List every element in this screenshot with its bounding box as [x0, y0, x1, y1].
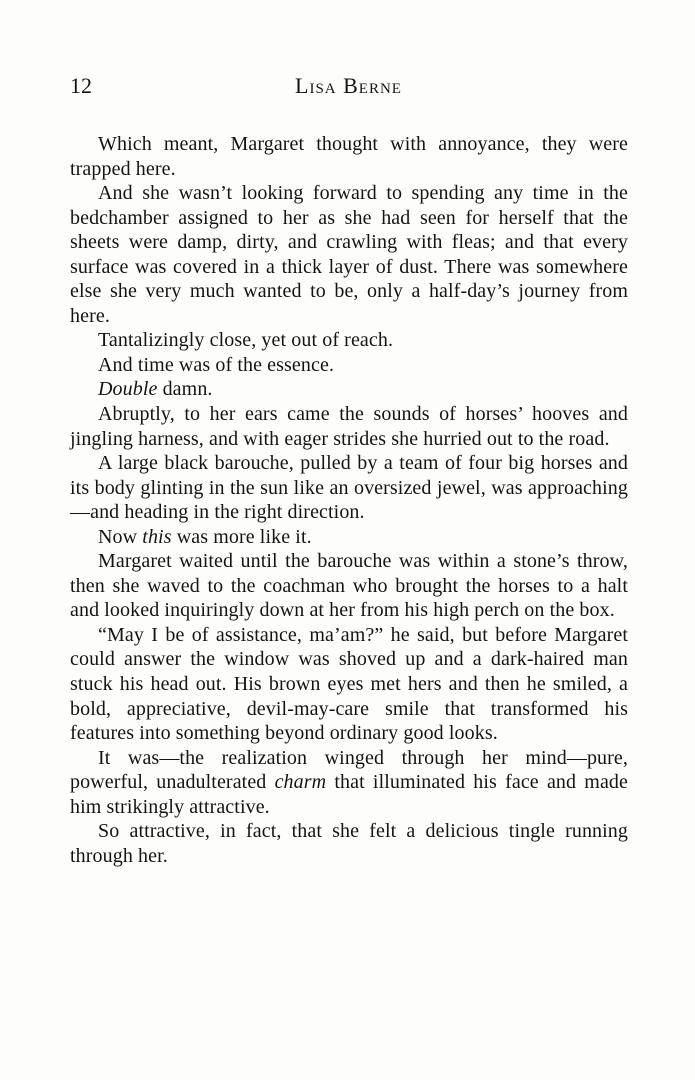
paragraph — [70, 402, 628, 451]
italic-text: charm — [274, 771, 327, 794]
body-run: was more like it. — [171, 525, 312, 548]
page-number: 12 — [70, 73, 92, 98]
body-run: damn. — [157, 378, 213, 401]
page-header — [70, 74, 627, 98]
paragraph — [70, 132, 628, 181]
italic-text: this — [142, 525, 172, 548]
italic-text: Double — [98, 378, 158, 401]
body-text — [70, 132, 628, 868]
body-run: So attractive, in fact, that she felt a delicious tingle running through her. — [70, 820, 628, 867]
paragraph — [70, 181, 628, 328]
paragraph — [70, 451, 628, 525]
body-run: “May I be of assistance, ma’am?” he said, but before Margaret could answer the window was shoved up and a dark-haired man stuck his head out. His brown eyes met hers and then he smiled, a bold, appreciative, devil-may-care smile that transformed his features into something beyond ordinary good looks. — [70, 623, 628, 745]
body-run: Now — [98, 525, 143, 548]
body-run: Which meant, Margaret thought with annoyance, they were trapped here. — [70, 133, 628, 180]
body-run: A large black barouche, pulled by a team of four big horses and its body glinting in the sun like an oversized jewel, was approaching—and heading in the right direction. — [70, 452, 628, 524]
body-run: And time was of the essence. — [98, 353, 335, 376]
body-run: Abruptly, to her ears came the sounds of horses’ hooves and jingling harness, and with eager strides she hurried out to the road. — [70, 403, 628, 450]
body-run: It was—the realization winged through her mind—pure, powerful, unadulterated — [70, 746, 628, 794]
paragraph — [70, 328, 628, 353]
running-head: Lisa Berne — [295, 73, 402, 98]
body-run: Margaret waited until the barouche was within a stone’s throw, then she waved to the coachman who brought the horses to a halt and looked inquiringly down at her from his high perch on the box. — [70, 550, 628, 622]
body-run: that illuminated his face and made him strikingly attractive. — [70, 771, 628, 818]
body-run: Tantalizingly close, yet out of reach. — [98, 329, 394, 352]
paragraph — [70, 353, 628, 378]
paragraph — [70, 746, 628, 820]
paragraph — [70, 819, 628, 868]
body-run: And she wasn’t looking forward to spending any time in the bedchamber assigned to her as she had seen for herself that the sheets were damp, dirty, and crawling with fleas; and that every surface was covered in a thick layer of dust. There was somewhere else she very much wanted to be, only a half-day’s journey from here. — [70, 182, 628, 327]
paragraph — [70, 377, 628, 402]
paragraph — [70, 525, 628, 550]
paragraph — [70, 549, 628, 623]
paragraph — [70, 623, 628, 746]
